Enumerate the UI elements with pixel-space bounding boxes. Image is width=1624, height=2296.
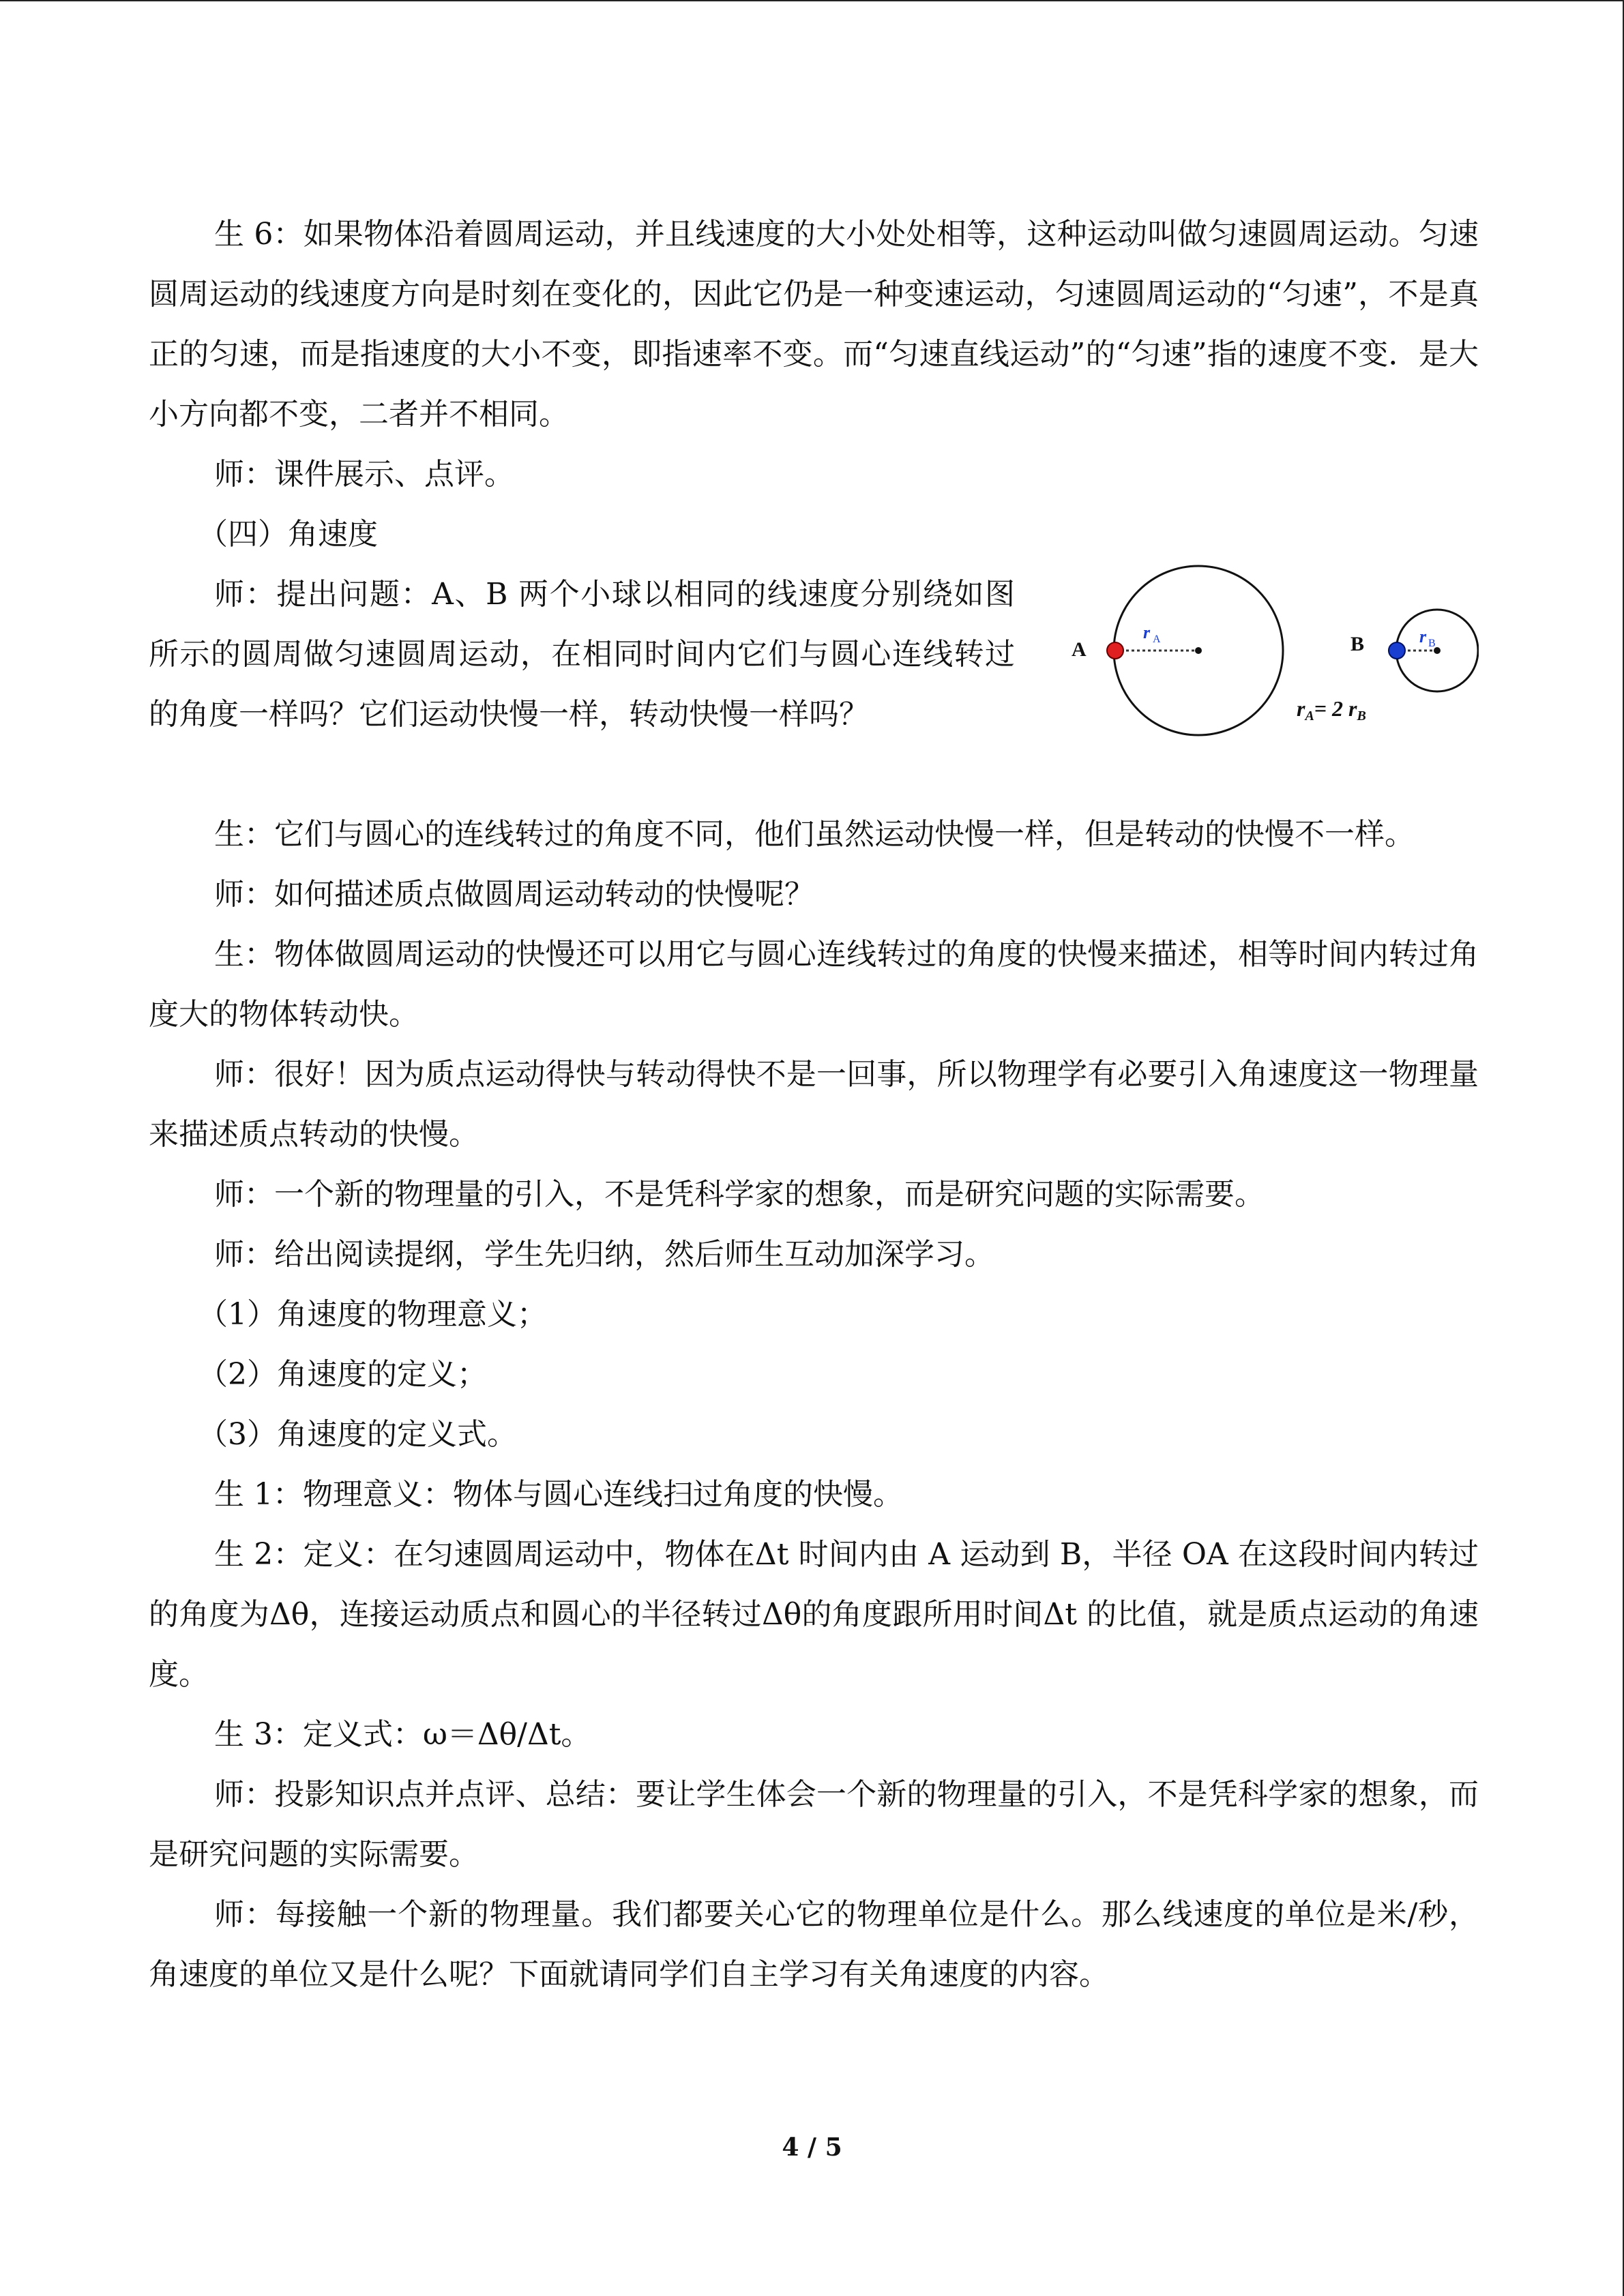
document-body — [149, 205, 1479, 2005]
outline-item-3: （3）角速度的定义式。 — [198, 1417, 517, 1452]
ball-a — [1107, 642, 1123, 659]
question-with-figure — [149, 565, 1479, 805]
paragraph-teacher-good: 师：很好！因为质点运动得快与转动得快不是一回事，所以物理学有必要引入角速度这一物理量来描述质点转动的快慢。 — [149, 1057, 1479, 1152]
label-a: A — [1072, 638, 1087, 661]
radius-a-sub: A — [1153, 633, 1161, 645]
page-number: 4 / 5 — [782, 2133, 842, 2162]
paragraph-student-describe: 生：物体做圆周运动的快慢还可以用它与圆心连线转过的角度的快慢来描述，相等时间内转过角度大的物体转动快。 — [149, 937, 1479, 1032]
paragraph-teacher-how: 师：如何描述质点做圆周运动转动的快慢呢？ — [214, 877, 814, 912]
page-border-top — [0, 0, 1624, 1]
outline-item-1: （1）角速度的物理意义； — [198, 1297, 547, 1332]
paragraph-teacher-courseware: 师：课件展示、点评。 — [214, 457, 514, 492]
circles-figure — [1035, 565, 1479, 783]
paragraph-student1: 生 1：物理意义：物体与圆心连线扫过角度的快慢。 — [214, 1477, 903, 1512]
radius-b-label: r — [1419, 627, 1427, 646]
paragraph-teacher-new-quantity: 师：一个新的物理量的引入，不是凭科学家的想象，而是研究问题的实际需要。 — [214, 1177, 1265, 1212]
paragraph-student3: 生 3：定义式：ω＝Δθ/Δt。 — [214, 1717, 591, 1752]
radius-b-sub: B — [1428, 638, 1436, 649]
paragraph-student6: 生 6：如果物体沿着圆周运动，并且线速度的大小处处相等，这种运动叫做匀速圆周运动。匀速圆周运动的线速度方向是时刻在变化的，因此它仍是一种变速运动，匀速圆周运动的“匀速”，不是真正的匀速，而是指速度的大小不变，即指速率不变。而“匀速直线运动”的“匀速”指的速度不变．是大小方向都不变，二者并不相同。 — [149, 217, 1479, 432]
paragraph-teacher-summary: 师：投影知识点并点评、总结：要让学生体会一个新的物理量的引入，不是凭科学家的想象，而是研究问题的实际需要。 — [149, 1777, 1479, 1872]
section-heading-angular-velocity: （四）角速度 — [198, 517, 378, 552]
ball-b — [1389, 642, 1405, 659]
label-b: B — [1350, 633, 1365, 655]
paragraph-student2: 生 2：定义：在匀速圆周运动中，物体在Δt 时间内由 A 运动到 B，半径 OA 在这段时间内转过的角度为Δθ，连接运动质点和圆心的半径转过Δθ的角度跟所用时间Δt 的比值，就是质点运动的角速度。 — [149, 1537, 1479, 1692]
paragraph-teacher-question: 师：提出问题：A、B 两个小球以相同的线速度分别绕如图所示的圆周做匀速圆周运动，在相同时间内它们与圆心连线转过的角度一样吗？它们运动快慢一样，转动快慢一样吗？ — [149, 577, 1015, 732]
radius-a-label: r — [1143, 623, 1151, 642]
center-a-dot — [1195, 647, 1202, 654]
outline-item-2: （2）角速度的定义； — [198, 1357, 487, 1392]
paragraph-teacher-outline: 师：给出阅读提纲，学生先归纳，然后师生互动加深学习。 — [214, 1237, 994, 1272]
radius-relation: rA= 2 rB — [1297, 696, 1366, 724]
paragraph-teacher-unit: 师：每接触一个新的物理量。我们都要关心它的物理单位是什么。那么线速度的单位是米/秒，角速度的单位又是什么呢？下面就请同学们自主学习有关角速度的内容。 — [149, 1897, 1479, 1992]
paragraph-student-answer: 生：它们与圆心的连线转过的角度不同，他们虽然运动快慢一样，但是转动的快慢不一样。 — [214, 817, 1415, 852]
